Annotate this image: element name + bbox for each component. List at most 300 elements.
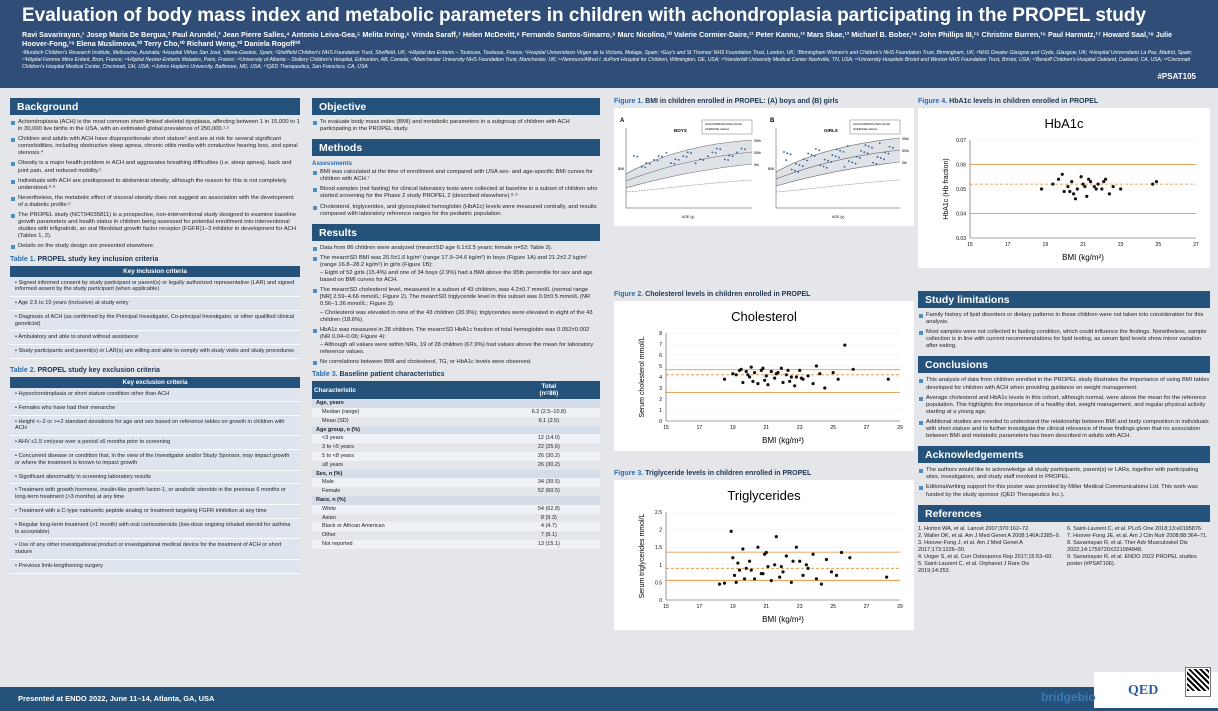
bmi-point	[794, 170, 796, 172]
background-bullet: The PROPEL study (NCT04035811) is a prospective, non-interventional study designed to examine baseline growth parameters and health status in children being assessed for potential enrollment into interventional studies with infigratinib, an oral fibroblast growth factor receptor (FGFR)1–3 inhibitor in development for ACH (Tables 1, 2).	[10, 212, 300, 240]
bmi-point	[690, 152, 692, 154]
bmi-point	[719, 148, 721, 150]
criteria-cell: • Significant abnormality in screening laboratory results	[10, 470, 300, 484]
svg-text:ACHONDROPLASIA (ACH): ACHONDROPLASIA (ACH)	[853, 122, 891, 126]
criteria-row	[10, 331, 300, 345]
table-row	[312, 487, 600, 496]
chart-title: Triglycerides	[727, 488, 801, 503]
criteria-row	[10, 388, 300, 401]
data-point	[790, 375, 793, 378]
svg-text:5th: 5th	[902, 161, 907, 165]
bmi-point	[871, 147, 873, 149]
bmi-point	[860, 150, 862, 152]
references-list	[918, 526, 1210, 575]
results-heading: Results	[312, 224, 600, 241]
data-point	[887, 378, 890, 381]
fig1-title: Figure 1. BMI in children enrolled in PROPEL: (A) boys and (B) girls	[614, 98, 839, 105]
bmi-point	[836, 148, 838, 150]
x-tick-label: 17	[696, 604, 703, 610]
row-value: 13 (15.1)	[498, 540, 600, 549]
data-point	[765, 374, 768, 377]
table-row	[312, 478, 600, 487]
data-point	[781, 570, 784, 573]
bmi-point	[880, 157, 882, 159]
criteria-row	[10, 436, 300, 450]
chart-title: Cholesterol	[731, 309, 797, 324]
criteria-row	[10, 484, 300, 505]
inclusion-header: Key inclusion criteria	[10, 266, 300, 277]
bmi-point	[884, 152, 886, 154]
group-name: Race, n (%)	[312, 496, 600, 505]
data-point	[1100, 187, 1103, 190]
data-point	[1040, 187, 1043, 190]
criteria-row	[10, 310, 300, 331]
criteria-row	[10, 297, 300, 311]
criteria-cell: • AHV ≤1.5 cm/year over a period ≥6 months prior to screening	[10, 436, 300, 450]
fig4-title: Figure 4. HbA1c levels in children enrolled in PROPEL	[918, 98, 1099, 105]
data-point	[750, 568, 753, 571]
data-point	[785, 373, 788, 376]
bmi-point	[879, 142, 881, 144]
acknowledgement-bullet: The authors would like to acknowledge all study participants, parent(s) or LARs, together with participating sites, investigators, and study staff involved in PROPEL.	[918, 467, 1210, 481]
x-tick-label: 25	[830, 604, 836, 610]
data-point	[801, 574, 804, 577]
svg-text:5th: 5th	[754, 163, 759, 167]
bmi-point	[727, 159, 729, 161]
data-point	[791, 560, 794, 563]
criteria-cell: • Females who have had their menarche	[10, 401, 300, 415]
bmi-point	[848, 160, 850, 162]
data-point	[751, 380, 754, 383]
limitations-list	[918, 312, 1210, 350]
results-list	[312, 245, 600, 366]
y-tick-label: 5	[659, 364, 662, 370]
svg-text:50th: 50th	[902, 149, 909, 153]
bmi-point	[658, 155, 660, 157]
criteria-text: Diagnosis of ACH (as confirmed by the Principal Investigator, Co-principal Investigator, or other qualified clinical geneticist)	[15, 313, 294, 327]
y-tick-label: 0.07	[956, 138, 966, 144]
exclusion-header: Key exclusion criteria	[10, 377, 300, 388]
x-tick-label: 23	[796, 425, 803, 431]
reference-item: 5. Saint-Laurent C, et al. Orphanet J Rare Dis 2019;14:253.	[918, 560, 1030, 574]
criteria-text: Concurrent disease or condition that, in the view of the Investigator and/or Study Sponsor, may impact growth or where the treatment is known to impact growth	[15, 453, 290, 466]
data-point	[840, 551, 843, 554]
bmi-point	[802, 165, 804, 167]
data-point	[731, 372, 734, 375]
row-label: Black or African American	[312, 522, 498, 531]
bmi-point	[741, 148, 743, 150]
x-axis-label: BMI (kg/m²)	[1062, 253, 1104, 262]
bmi-point	[783, 151, 785, 153]
criteria-row	[10, 415, 300, 436]
criteria-text: Ambulatory and able to stand without assistance	[18, 334, 139, 341]
x-tick-label: 19	[730, 604, 736, 610]
group-name: Age, years	[312, 399, 600, 408]
limitation-bullet: Family history of lipid disorders or dietary patterns in these children were not taken into consideration for this analysis.	[918, 312, 1210, 326]
bmi-point	[675, 158, 677, 160]
criteria-cell: • Ambulatory and able to stand without assistance	[10, 331, 300, 345]
data-point	[735, 581, 738, 584]
data-point	[798, 369, 801, 372]
x-tick-label: 25	[830, 425, 836, 431]
criteria-cell: • Study participants and parent(s) or LAR(s) are willing and able to comply with study visits and study procedures	[10, 345, 300, 359]
data-point	[731, 556, 734, 559]
y-tick-label: 6	[659, 353, 662, 359]
bmi-point	[832, 154, 834, 156]
bmi-point	[827, 160, 829, 162]
x-tick-label: 21	[1080, 242, 1086, 248]
total-header: Total (n=86)	[498, 381, 600, 399]
bmi-point	[865, 144, 867, 146]
bmi-point	[666, 152, 668, 154]
row-label: Other	[322, 532, 336, 539]
y-tick-label: 3	[659, 386, 662, 392]
girls-label: GIRLS	[824, 128, 838, 133]
data-point	[795, 546, 798, 549]
y-tick-label: 0.04	[956, 211, 966, 218]
bmi-point	[803, 158, 805, 160]
methods-bullet: BMI was calculated at the time of enrollment and compared with USA sex- and age-specific BMI curves for children with ACH.⁷	[312, 169, 600, 183]
bmi-point	[785, 159, 787, 161]
criteria-row	[10, 539, 300, 560]
column-3	[614, 98, 914, 635]
results-item: The mean±SD BMI was 20.5±1.6 kg/m² (range 17.9–24.6 kg/m²) in boys (Figure 1A) and 21.2±2.2 kg/m² (range 16.8–28.2 kg/m²) in girls (Figure 1B):	[312, 255, 600, 269]
data-point	[780, 367, 783, 370]
bmi-point	[889, 146, 891, 148]
table2-title: Table 2. PROPEL study key exclusion criteria	[10, 367, 160, 375]
row-value: 54 (62.8)	[498, 505, 600, 514]
y-tick-label: 7	[659, 342, 662, 348]
results-item: The mean±SD cholesterol level, measured in a subset of 43 children, was 4.2±0.7 mmol/L (normal range [NR] 2.59–4.66 mmol/L; Figure 2). The mean±SD triglyceride level in this subset was 0.9±0.5 mmol/L (NR 0.56–1.36 mmol/L; Figure 3):	[312, 287, 600, 308]
reference-item: 2. Waller DK, et al. Am J Med Genet A 2008;146A:2385–9.	[918, 532, 1061, 539]
x-tick-label: 27	[863, 604, 870, 610]
data-point	[852, 368, 855, 371]
data-point	[766, 565, 769, 568]
data-point	[1061, 173, 1064, 176]
group-name: Sex, n (%)	[312, 470, 600, 479]
reference-item: 9. Savarirayan R, et al. ENDO 2022 PROPEL studies poster (#PSAT106).	[1067, 553, 1197, 567]
background-bullet: Children and adults with ACH have disproportionate short stature³ and are at risk for several significant comorbidities, including obstructive sleep apnea, chronic otitis media with conductive hearing loss, and spinal stenosis.⁴	[10, 136, 300, 157]
x-tick-label: 19	[730, 425, 736, 431]
table-group-row	[312, 426, 600, 435]
reference-item: 1. Horton WA, et al. Lancet 2007;370:162–72.	[918, 525, 1030, 532]
bmi-point	[633, 155, 635, 157]
data-point	[775, 372, 778, 375]
data-point	[1095, 187, 1098, 190]
bmi-point	[791, 169, 793, 171]
bmi-point	[799, 164, 801, 166]
table-row	[312, 522, 600, 531]
criteria-row	[10, 450, 300, 471]
bmi-point	[687, 151, 689, 153]
data-point	[1096, 183, 1099, 186]
bmi-point	[657, 160, 659, 162]
data-point	[811, 553, 814, 556]
bmi-point	[744, 148, 746, 150]
data-point	[723, 582, 726, 585]
data-point	[780, 565, 783, 568]
qed-logo: QED	[1128, 683, 1159, 698]
background-bullet: Nevertheless, the metabolic effect of visceral obesity does not suggest an association with the development of a diabetic profile.⁶	[10, 195, 300, 209]
criteria-text: Regular long-term treatment (>1 month) with oral corticosteroids (low-dose ongoing inhaled steroid for asthma is acceptable)	[15, 521, 291, 535]
bmi-point	[703, 159, 705, 161]
criteria-cell: • Treatment with growth hormone, insulin-like growth factor-1, or anabolic steroids in the previous 6 months or long-term treatment (>3 months) at any time	[10, 484, 300, 505]
row-value: 22 (25.6)	[537, 444, 560, 451]
criteria-row	[10, 505, 300, 519]
row-label: 5 to <8 years	[312, 452, 498, 461]
bmi-point	[819, 164, 821, 166]
svg-text:AGE (y): AGE (y)	[832, 215, 845, 219]
y-tick-label: 2	[659, 397, 662, 403]
data-point	[790, 581, 793, 584]
author-list: Ravi Savarirayan,¹ Josep Maria De Bergua,² Paul Arundel,³ Jean Pierre Salles,⁴ Antonio Leiva-Gea,⁵ Melita Irving,⁶ Vrinda Saraff,⁷ Helen McDevitt,⁸ Fernando Santos-Simarro,⁹ Marc Nicolino,¹⁰ Valerie Cormier-Daire,¹¹ Peter Kannu,¹² Mars Skae,¹³ Michael B. Bober,¹⁴ John Phillips III,¹⁵ Christine Burren,¹⁶ Paul Harmatz,¹⁷ Howard Saal,¹⁸ Julie Hoover-Fong,¹⁹ Elena Muslimova,²⁰ Terry Cho,²⁰ Richard Weng,²⁰ Daniela Rogoff²⁰	[22, 30, 1173, 48]
data-point	[1063, 190, 1066, 193]
y-tick-label: 0.03	[956, 236, 966, 242]
data-point	[825, 558, 828, 561]
data-point	[1070, 180, 1073, 183]
qr-code[interactable]	[1185, 667, 1211, 697]
table-group-row	[312, 399, 600, 408]
table-row	[312, 443, 600, 452]
bridgebio-logo: bridgebio	[1041, 690, 1096, 704]
table-group-row	[312, 496, 600, 505]
bmi-point	[673, 163, 675, 165]
data-point	[1112, 185, 1115, 188]
results-item: Data from 86 children were analyzed (mean±SD age 6.1±2.5 years; female n=52; Table 3).	[312, 245, 600, 252]
data-point	[800, 377, 803, 380]
criteria-text: Study participants and parent(s) or LAR(s) are willing and able to comply with study visits and study procedures	[18, 348, 294, 355]
table3-title: Table 3. Baseline patient characteristics	[312, 371, 445, 379]
background-bullet: Individuals with ACH are predisposed to abdominal obesity, although the reason for this is not completely understood.⁶·⁶	[10, 178, 300, 192]
bmi-point	[883, 158, 885, 160]
svg-text:AGE (y): AGE (y)	[682, 215, 695, 219]
bmi-point	[818, 149, 820, 151]
bmi-point	[732, 155, 734, 157]
data-point	[756, 546, 759, 549]
data-point	[718, 583, 721, 586]
bmi-point	[728, 155, 730, 157]
table-row	[312, 417, 600, 426]
methods-bullet: Blood samples (not fasting) for clinical laboratory tests were collected at baseline in a subset of children who started screening for the Phase 2 study PROPEL 2 (described elsewhere).⁸·⁹	[312, 186, 600, 200]
data-point	[773, 377, 776, 380]
data-point	[763, 379, 766, 382]
data-point	[753, 577, 756, 580]
y-tick-label: 1	[659, 562, 662, 569]
footer-text: Presented at ENDO 2022, June 11–14, Atlanta, GA, USA	[18, 694, 215, 703]
y-tick-label: 0.05	[956, 187, 966, 193]
bmi-point	[838, 157, 840, 159]
background-bullet: Obesity is a major health problem in ACH and aggravates breathing difficulties (i.e. sleep apnea), back and joint pain, and reduced mobility.⁵	[10, 160, 300, 174]
footer-bar	[0, 687, 1218, 711]
bmi-point	[856, 156, 858, 158]
bmi-point	[682, 155, 684, 157]
data-point	[1108, 192, 1111, 195]
bmi-point	[786, 152, 788, 154]
data-point	[1072, 192, 1075, 195]
svg-text:AVERAGE stature: AVERAGE stature	[853, 127, 878, 131]
y-tick-label: 1	[659, 408, 662, 414]
reference-item: 3. Hoover-Fong J, et al. Am J Med Genet A 2017;173:1226–30.	[918, 539, 1023, 553]
data-point	[770, 579, 773, 582]
assessments-subheading: Assessments	[312, 160, 352, 168]
reference-item: 8. Savarirayan R, et al. Ther Adv Musculoskel Dis 2022;14:1759720X221084848.	[1067, 539, 1188, 553]
data-point	[1066, 185, 1069, 188]
data-point	[745, 567, 748, 570]
criteria-text: Previous limb-lengthening surgery	[18, 563, 104, 570]
exclusion-table	[10, 377, 300, 574]
y-tick-label: 0.5	[655, 580, 662, 587]
bmi-point	[835, 155, 837, 157]
bmi-point	[876, 163, 878, 165]
chart-title: HbA1c	[1044, 116, 1084, 131]
bmi-point	[712, 151, 714, 153]
data-point	[830, 570, 833, 573]
data-point	[793, 384, 796, 387]
reference-item: 6. Saint-Laurent C, et al. PLoS One 2018;13:e0195876.	[1067, 525, 1203, 532]
criteria-text: Use of any other investigational product or investigational medical device for the treatment of ACH or short stature	[15, 542, 282, 556]
data-point	[735, 373, 738, 376]
bmi-point	[824, 159, 826, 161]
data-point	[1119, 187, 1122, 190]
svg-text:BMI: BMI	[768, 167, 775, 171]
criteria-text: Significant abnormality in screening laboratory results	[18, 473, 151, 480]
bmi-point	[806, 160, 808, 162]
bmi-point	[724, 158, 726, 160]
cholesterol-chart	[614, 301, 914, 451]
bmi-point	[699, 158, 701, 160]
data-point	[781, 381, 784, 384]
data-point	[1083, 185, 1086, 188]
x-tick-label: 15	[663, 425, 669, 431]
row-value: 6.1 (2.5)	[538, 417, 560, 424]
data-point	[1076, 187, 1079, 190]
data-point	[788, 380, 791, 383]
hba1c-chart	[918, 108, 1210, 268]
x-tick-label: 21	[763, 425, 770, 431]
table-row	[312, 434, 600, 443]
svg-text:AVERAGE stature: AVERAGE stature	[705, 127, 730, 131]
data-point	[723, 378, 726, 381]
criteria-cell: • Treatment with a C-type natriuretic peptide analog or treatment targeting FGFR inhibition at any time	[10, 505, 300, 519]
data-point	[775, 535, 778, 538]
bmi-point	[686, 156, 688, 158]
row-label: Not reported	[312, 540, 498, 549]
data-point	[748, 560, 751, 563]
bmi-point	[855, 163, 857, 165]
bmi-point	[641, 166, 643, 168]
bmi-point	[678, 159, 680, 161]
methods-list	[312, 169, 600, 218]
criteria-text: Signed informed consent by study participant or parent(s) or legally authorized representative (LAR) and signed informed assent by the study participant (when applicable)	[15, 279, 295, 293]
y-axis-label: Serum cholesterol mmol/L	[639, 336, 646, 418]
bmi-point	[661, 156, 663, 158]
bmi-point	[653, 159, 655, 161]
conclusion-bullet: Additional studies are needed to understand the relationship between BMI and body composition in individuals with short stature and to further investigate the clinical relevance of these findings given that no association between BMI and metabolic parameters has been described in adults with ACH.	[918, 419, 1210, 440]
bmi-point	[811, 154, 813, 156]
criteria-text: Height <–2 or >+2 standard deviations for age and sex based on reference tables on growth in children with ACH	[15, 418, 285, 432]
conclusions-list	[918, 377, 1210, 440]
row-label: <3 years	[312, 434, 498, 443]
column-4	[918, 98, 1210, 575]
bmi-point	[826, 167, 828, 169]
data-point	[1068, 190, 1071, 193]
triglycerides-chart	[614, 480, 914, 630]
acknowledgements-heading: Acknowledgements	[918, 446, 1210, 463]
table-row	[312, 452, 600, 461]
criteria-cell: • Use of any other investigational product or investigational medical device for the treatment of ACH or short stature	[10, 539, 300, 560]
criteria-text: Females who have had their menarche	[18, 404, 116, 411]
bmi-point	[715, 152, 717, 154]
conclusion-bullet: Average cholesterol and HbA1c levels in this cohort, although normal, were above the mean for the reference population. This highlights the importance of a healthy diet, weight management, and regular physical activity starting at a young age.	[918, 395, 1210, 416]
data-point	[736, 561, 739, 564]
data-point	[1057, 178, 1060, 181]
criteria-row	[10, 470, 300, 484]
objective-heading: Objective	[312, 98, 600, 115]
data-point	[741, 547, 744, 550]
row-label: Mean (SD)	[322, 417, 349, 424]
group-name: Age group, n (%)	[312, 426, 600, 435]
data-point	[733, 574, 736, 577]
bmi-point	[649, 163, 651, 165]
row-label: Female	[322, 488, 341, 495]
y-tick-label: 0.06	[956, 162, 966, 169]
y-tick-label: 8	[659, 331, 662, 337]
data-point	[785, 554, 788, 557]
criteria-cell: • Signed informed consent by study participant or parent(s) or legally authorized representative (LAR) and signed informed assent by the study participant (when applicable)	[10, 277, 300, 297]
bmi-point	[888, 153, 890, 155]
bmi-point	[815, 148, 817, 150]
bmi-point	[797, 171, 799, 173]
row-label: White	[312, 505, 498, 514]
data-point	[805, 563, 808, 566]
x-axis-label: BMI (kg/m²)	[762, 436, 804, 445]
x-tick-label: 25	[1155, 242, 1162, 248]
bmi-point	[736, 152, 738, 154]
references-heading: References	[918, 505, 1210, 522]
criteria-text: Treatment with growth hormone, insulin-like growth factor-1, or anabolic steroids in the previous 6 months or long-term treatment (>3 months) at any time	[15, 487, 286, 501]
criteria-cell: • Previous limb-lengthening surgery	[10, 560, 300, 574]
data-point	[815, 364, 818, 367]
reference-item: 4. Unger S, et al. Curr Osteoporos Rep 2017;15:53–60.	[918, 553, 1053, 560]
table-row	[312, 461, 600, 470]
background-heading: Background	[10, 98, 300, 115]
data-point	[811, 382, 814, 385]
bmi-point	[807, 153, 809, 155]
row-label: Median (range)	[312, 408, 498, 417]
data-point	[885, 576, 888, 579]
fig3-title: Figure 3. Triglyceride levels in children enrolled in PROPEL	[614, 470, 812, 477]
data-point	[730, 530, 733, 533]
data-point	[778, 576, 781, 579]
acknowledgements-list	[918, 467, 1210, 498]
results-item: – Eight of 52 girls (15.4%) and one of 34 boys (2.9%) had a BMI above the 95th percentile for sex and age based on BMI curves for ACH.	[320, 270, 593, 284]
affiliations: ¹Murdoch Children's Research Institute, Melbourne, Australia; ²Hospital Vithas San José, Vitoria-Gasteiz, Spain; ³Sheffield Children's NHS Foundation Trust, Sheffield, UK; ⁴Hôpital des Enfants – Toulouse, Toulouse, France; ⁵Hospital Universitario Virgen de la Victoria, Malaga, Spain; ⁶Guy's and St Thomas' NHS Foundation Trust, London, UK; ⁷Birmingham Women's and Children's NHS Foundation Trust, Birmingham, UK; ⁸NHS Greater Glasgow and Clyde, Glasgow, UK; ⁹Hospital Universitario La Paz, Madrid, Spain; ¹⁰Hôpital Femme Mère Enfant, Bron, France; ¹¹Hôpital Necker-Enfants Malades, Paris, France; ¹²University of Alberta – Stollery Children's Hospital, Edmonton, AB, Canada; ¹³Manchester University NHS Foundation Trust, Manchester, UK; ¹⁴Nemours/Alfred I. duPont Hospital for Children, Wilmington, DE, USA; ¹⁵Vanderbilt University Medical Center Nashville, TN, USA; ¹⁶University Hospitals Bristol and Weston NHS Foundation Trust, Bristol, USA; ¹⁷Benioff Children's Hospital Oakland, Oakland, CA, USA; ¹⁸Cincinnati Children's Hospital Medical Center, Cincinnati, OH, USA; ¹⁹Johns Hopkins University, Baltimore, MD, USA; ²⁰QED Therapeutics, San Francisco, CA, USA	[22, 50, 1193, 70]
bmi-point	[645, 162, 647, 164]
data-point	[761, 572, 764, 575]
poster-tag: #PSAT105	[1157, 72, 1196, 81]
data-point	[1051, 183, 1054, 186]
svg-text:BMI: BMI	[618, 167, 625, 171]
svg-text:95th: 95th	[754, 139, 761, 143]
row-value: 52 (60.5)	[537, 488, 560, 495]
data-point	[765, 551, 768, 554]
background-bullet: Details on the study design are presented elsewhere.	[10, 243, 300, 250]
x-tick-label: 23	[796, 604, 803, 610]
data-point	[1087, 178, 1090, 181]
x-tick-label: 29	[897, 604, 903, 610]
row-value: 7 (8.1)	[540, 532, 557, 539]
conclusion-bullet: This analysis of data from children enrolled in the PROPEL study illustrates the importance of using BMI tables developed for children with ACH when providing guidance on weight management.	[918, 377, 1210, 391]
